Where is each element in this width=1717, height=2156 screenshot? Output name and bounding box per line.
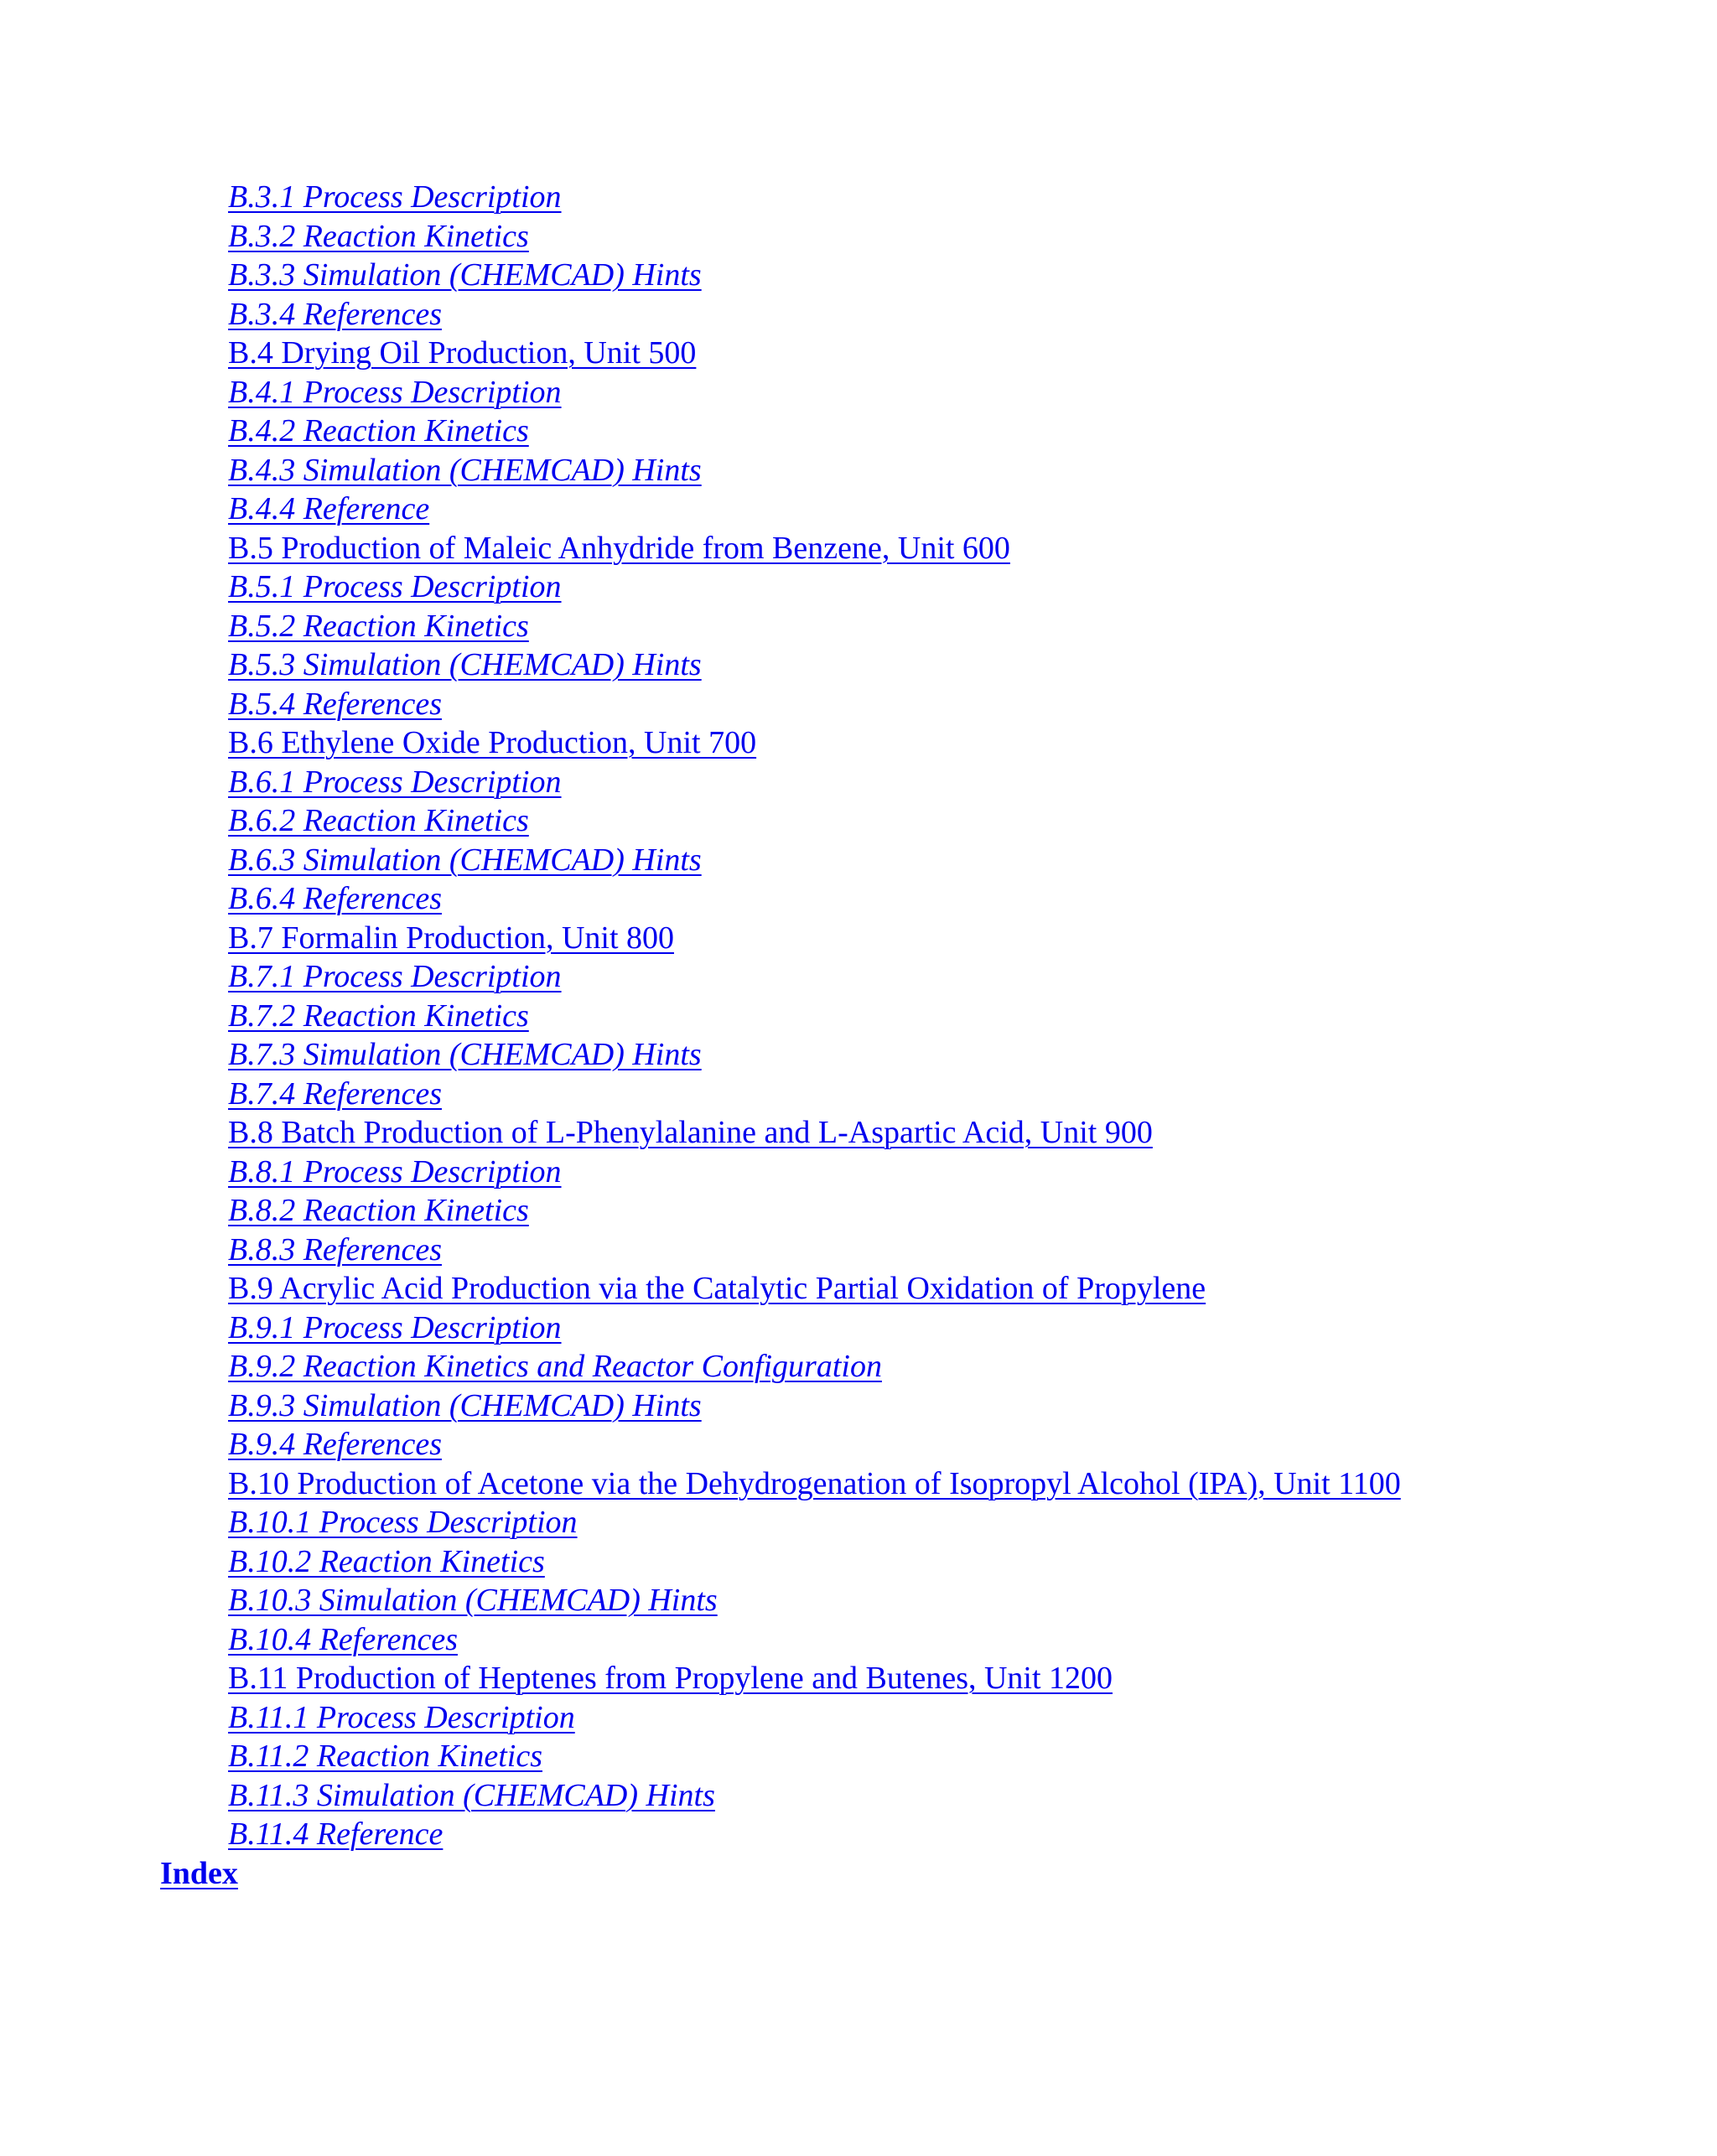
toc-link-b-6-2-reaction-kinetics[interactable]: B.6.2 Reaction Kinetics	[228, 803, 529, 838]
toc-link-b-6-ethylene-oxide-production-unit-700[interactable]: B.6 Ethylene Oxide Production, Unit 700	[228, 725, 757, 760]
toc-entry	[0, 1581, 1717, 1620]
toc-link-b-11-3-simulation-chemcad-hints[interactable]: B.11.3 Simulation (CHEMCAD) Hints	[228, 1777, 715, 1813]
toc-link-b-3-3-simulation-chemcad-hints[interactable]: B.3.3 Simulation (CHEMCAD) Hints	[228, 257, 702, 293]
toc-entry	[0, 957, 1717, 997]
toc-entry	[0, 645, 1717, 685]
toc-entry	[0, 1854, 1717, 1894]
toc-entry	[0, 1620, 1717, 1660]
toc-entry	[0, 529, 1717, 568]
toc-link-b-9-3-simulation-chemcad-hints[interactable]: B.9.3 Simulation (CHEMCAD) Hints	[228, 1387, 702, 1423]
toc-link-b-3-2-reaction-kinetics[interactable]: B.3.2 Reaction Kinetics	[228, 218, 529, 254]
toc-entry	[0, 1659, 1717, 1698]
toc-entry	[0, 373, 1717, 412]
toc-link-b-8-2-reaction-kinetics[interactable]: B.8.2 Reaction Kinetics	[228, 1193, 529, 1228]
toc-link-b-9-acrylic-acid-production-via-the-catalytic-partial-oxidation-of-propylene[interactable]: B.9 Acrylic Acid Production via the Catalytic Partial Oxidation of Propylene	[228, 1271, 1206, 1306]
toc-link-b-11-1-process-description[interactable]: B.11.1 Process Description	[228, 1699, 575, 1735]
toc-entry	[0, 295, 1717, 334]
toc-entry	[0, 763, 1717, 802]
toc-entry	[0, 1309, 1717, 1348]
toc-link-b-10-4-references[interactable]: B.10.4 References	[228, 1621, 458, 1657]
toc-link-b-6-1-process-description[interactable]: B.6.1 Process Description	[228, 764, 562, 800]
toc-entry	[0, 1776, 1717, 1816]
toc-link-b-4-4-reference[interactable]: B.4.4 Reference	[228, 491, 430, 526]
toc-link-b-10-1-process-description[interactable]: B.10.1 Process Description	[228, 1505, 578, 1540]
toc-link-b-8-batch-production-of-l-phenylalanine-and-l-aspartic-acid-unit-900[interactable]: B.8 Batch Production of L-Phenylalanine and L-Aspartic Acid, Unit 900	[228, 1115, 1153, 1150]
toc-link-index[interactable]: Index	[160, 1855, 238, 1891]
toc-link-b-8-1-process-description[interactable]: B.8.1 Process Description	[228, 1153, 562, 1189]
toc-link-b-5-4-references[interactable]: B.5.4 References	[228, 686, 442, 722]
toc-link-b-11-2-reaction-kinetics[interactable]: B.11.2 Reaction Kinetics	[228, 1739, 542, 1774]
toc-link-b-4-2-reaction-kinetics[interactable]: B.4.2 Reaction Kinetics	[228, 413, 529, 448]
toc-link-b-7-4-references[interactable]: B.7.4 References	[228, 1075, 442, 1112]
toc-entry	[0, 1113, 1717, 1153]
toc-link-b-4-1-process-description[interactable]: B.4.1 Process Description	[228, 374, 562, 410]
toc-link-b-11-production-of-heptenes-from-propylene-and-butenes-unit-1200[interactable]: B.11 Production of Heptenes from Propylene and Butenes, Unit 1200	[228, 1661, 1113, 1696]
toc-entry	[0, 997, 1717, 1036]
toc-entry	[0, 1386, 1717, 1426]
toc-entry	[0, 1425, 1717, 1464]
toc-link-b-4-drying-oil-production-unit-500[interactable]: B.4 Drying Oil Production, Unit 500	[228, 335, 697, 371]
table-of-contents	[0, 178, 1717, 1893]
toc-entry	[0, 919, 1717, 958]
toc-entry	[0, 841, 1717, 880]
toc-entry	[0, 178, 1717, 217]
toc-link-b-9-2-reaction-kinetics-and-reactor-configuration[interactable]: B.9.2 Reaction Kinetics and Reactor Configuration	[228, 1349, 882, 1384]
toc-entry	[0, 568, 1717, 607]
toc-entry	[0, 685, 1717, 724]
toc-link-b-9-1-process-description[interactable]: B.9.1 Process Description	[228, 1309, 562, 1345]
toc-link-b-9-4-references[interactable]: B.9.4 References	[228, 1427, 442, 1462]
toc-entry	[0, 1737, 1717, 1776]
toc-entry	[0, 879, 1717, 919]
toc-entry	[0, 1231, 1717, 1270]
toc-entry	[0, 801, 1717, 841]
toc-link-b-3-1-process-description[interactable]: B.3.1 Process Description	[228, 179, 562, 215]
toc-entry	[0, 451, 1717, 490]
toc-entry	[0, 1464, 1717, 1504]
toc-entry	[0, 217, 1717, 257]
toc-link-b-7-1-process-description[interactable]: B.7.1 Process Description	[228, 959, 562, 994]
toc-entry	[0, 1815, 1717, 1854]
toc-entry	[0, 256, 1717, 295]
toc-entry	[0, 1035, 1717, 1075]
toc-link-b-4-3-simulation-chemcad-hints[interactable]: B.4.3 Simulation (CHEMCAD) Hints	[228, 452, 702, 488]
toc-link-b-7-2-reaction-kinetics[interactable]: B.7.2 Reaction Kinetics	[228, 998, 529, 1034]
toc-entry	[0, 607, 1717, 646]
toc-entry	[0, 1075, 1717, 1114]
toc-entry	[0, 1153, 1717, 1192]
toc-link-b-5-production-of-maleic-anhydride-from-benzene-unit-600[interactable]: B.5 Production of Maleic Anhydride from Benzene, Unit 600	[228, 530, 1010, 566]
toc-link-b-3-4-references[interactable]: B.3.4 References	[228, 296, 442, 332]
toc-entry	[0, 412, 1717, 451]
toc-entry	[0, 1698, 1717, 1738]
toc-link-b-7-formalin-production-unit-800[interactable]: B.7 Formalin Production, Unit 800	[228, 920, 674, 956]
toc-link-b-6-4-references[interactable]: B.6.4 References	[228, 881, 442, 916]
toc-entry	[0, 723, 1717, 763]
toc-link-b-10-production-of-acetone-via-the-dehydrogenation-of-isopropyl-alcohol-ipa-unit-1100[interactable]: B.10 Production of Acetone via the Dehydrogenation of Isopropyl Alcohol (IPA), Unit 1100	[228, 1465, 1401, 1501]
toc-link-b-7-3-simulation-chemcad-hints[interactable]: B.7.3 Simulation (CHEMCAD) Hints	[228, 1037, 702, 1072]
toc-link-b-10-2-reaction-kinetics[interactable]: B.10.2 Reaction Kinetics	[228, 1543, 545, 1579]
toc-entry	[0, 1503, 1717, 1542]
toc-entry	[0, 490, 1717, 529]
toc-entry	[0, 1542, 1717, 1582]
toc-link-b-8-3-references[interactable]: B.8.3 References	[228, 1231, 442, 1267]
toc-link-b-10-3-simulation-chemcad-hints[interactable]: B.10.3 Simulation (CHEMCAD) Hints	[228, 1583, 718, 1618]
toc-entry	[0, 1269, 1717, 1309]
toc-link-b-5-3-simulation-chemcad-hints[interactable]: B.5.3 Simulation (CHEMCAD) Hints	[228, 647, 702, 682]
toc-entry	[0, 1191, 1717, 1231]
toc-entry	[0, 1347, 1717, 1386]
toc-entry	[0, 334, 1717, 373]
toc-link-b-6-3-simulation-chemcad-hints[interactable]: B.6.3 Simulation (CHEMCAD) Hints	[228, 842, 702, 878]
toc-link-b-5-1-process-description[interactable]: B.5.1 Process Description	[228, 569, 562, 604]
toc-link-b-11-4-reference[interactable]: B.11.4 Reference	[228, 1817, 444, 1852]
toc-link-b-5-2-reaction-kinetics[interactable]: B.5.2 Reaction Kinetics	[228, 608, 529, 644]
